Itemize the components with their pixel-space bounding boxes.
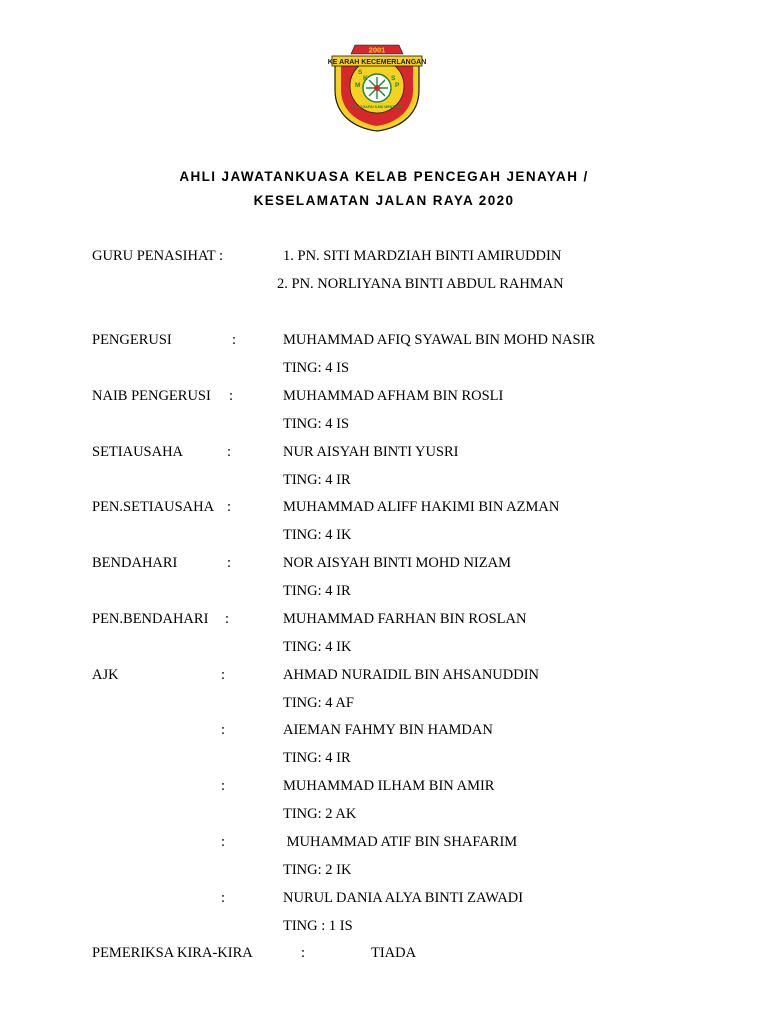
member-class: TING: 4 IR [283, 750, 351, 766]
member-name: MUHAMMAD ATIF BIN SHAFARIM [283, 834, 518, 850]
auditor-colon: : [301, 945, 306, 961]
advisor-name-1: 1. PN. SITI MARDZIAH BINTI AMIRUDDIN [283, 248, 562, 264]
role-colon: : [227, 499, 232, 515]
advisor-label: GURU PENASIHAT : [92, 248, 224, 264]
school-crest-logo [327, 42, 427, 132]
role-label: SETIAUSAHA [92, 444, 184, 460]
member-name: MUHAMMAD AFHAM BIN ROSLI [283, 388, 504, 404]
member-name: NOR AISYAH BINTI MOHD NIZAM [283, 555, 511, 571]
member-name: MUHAMMAD ILHAM BIN AMIR [283, 778, 495, 794]
member-class: TING: 4 IS [283, 416, 350, 432]
role-colon: : [232, 332, 237, 348]
role-label: NAIB PENGERUSI [92, 388, 211, 404]
role-colon: : [225, 611, 230, 627]
role-label: PEN.BENDAHARI [92, 611, 209, 627]
role-colon: : [221, 667, 226, 683]
advisor-name-2: 2. PN. NORLIYANA BINTI ABDUL RAHMAN [277, 276, 564, 292]
role-label: BENDAHARI [92, 555, 178, 571]
document-title-line-2: KESELAMATAN JALAN RAYA 2020 [253, 193, 515, 208]
member-class: TING: 4 AF [283, 695, 354, 711]
member-class: TING: 4 IR [283, 583, 351, 599]
member-class: TING : 1 IS [283, 918, 353, 934]
role-colon: : [221, 890, 226, 906]
auditor-label: PEMERIKSA KIRA-KIRA [92, 945, 253, 961]
role-colon: : [221, 834, 226, 850]
member-name: NUR AISYAH BINTI YUSRI [283, 444, 459, 460]
member-class: TING: 4 IK [283, 639, 352, 655]
role-colon: : [227, 555, 232, 571]
member-class: TING: 2 IK [283, 862, 352, 878]
role-label: PENGERUSI [92, 332, 172, 348]
logo-letter-1: S [358, 69, 363, 76]
role-colon: : [229, 388, 234, 404]
member-class: TING: 2 AK [283, 806, 357, 822]
member-class: TING: 4 IS [283, 360, 350, 376]
role-colon: : [227, 444, 232, 460]
role-label: AJK [92, 667, 119, 683]
member-name: MUHAMMAD AFIQ SYAWAL BIN MOHD NASIR [283, 332, 596, 348]
document-title-line-1: AHLI JAWATANKUASA KELAB PENCEGAH JENAYAH / [179, 169, 589, 184]
member-class: TING: 4 IK [283, 527, 352, 543]
logo-letter-5: P [395, 82, 400, 89]
member-name: MUHAMMAD FARHAN BIN ROSLAN [283, 611, 527, 627]
member-class: TING: 4 IR [283, 472, 351, 488]
member-name: MUHAMMAD ALIFF HAKIMI BIN AZMAN [283, 499, 560, 515]
logo-letter-4: S [391, 75, 396, 82]
role-label: PEN.SETIAUSAHA [92, 499, 215, 515]
member-name: AHMAD NURAIDIL BIN AHSANUDDIN [283, 667, 540, 683]
role-colon: : [221, 722, 226, 738]
role-colon: : [221, 778, 226, 794]
logo-banner: KE ARAH KECEMERLANGAN [327, 58, 427, 66]
logo-letter-2: M [355, 82, 361, 89]
logo-motto: MENGGAPAI ILMU MENTUAH [351, 105, 403, 109]
auditor-value: TIADA [371, 945, 417, 961]
member-name: AIEMAN FAHMY BIN HAMDAN [283, 722, 493, 738]
logo-year: 2001 [368, 45, 386, 55]
logo-letter-3: K [363, 75, 368, 82]
member-name: NURUL DANIA ALYA BINTI ZAWADI [283, 890, 524, 906]
